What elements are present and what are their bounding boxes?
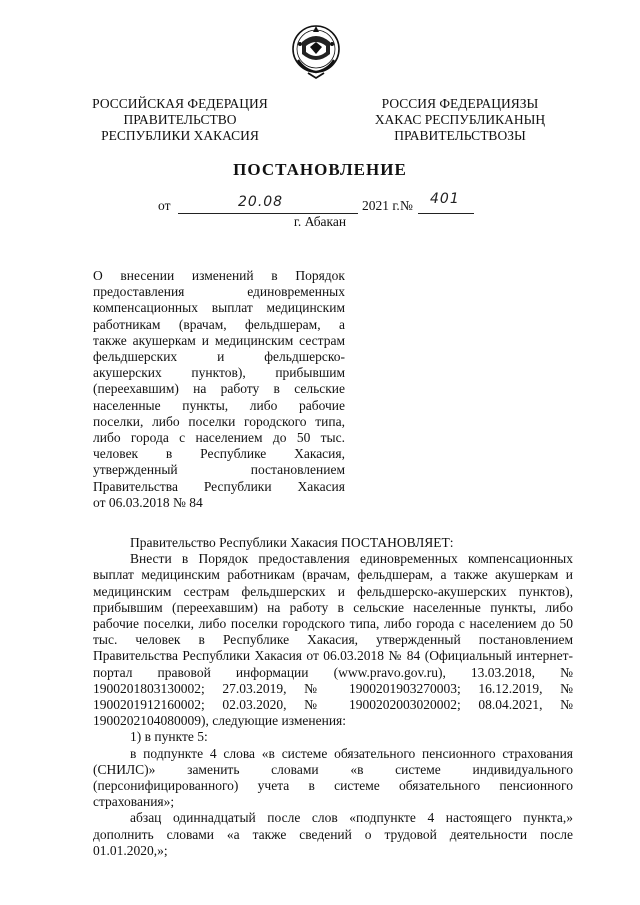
header-right-line: РОССИЯ ФЕДЕРАЦИЯЗЫ [381, 96, 539, 111]
subject-line: либо города с населением до 50 тыс. [93, 430, 345, 446]
subject-line: населенные пункты, либо рабочие [93, 397, 345, 413]
header-right-line: ПРАВИТЕЛЬСТВОЗЫ [394, 128, 526, 143]
subject-line: предоставления единовременных [93, 284, 345, 300]
header-left-line: РЕСПУБЛИКИ ХАКАСИЯ [101, 128, 259, 143]
subject-line: также акушеркам и медицинским сестрам [93, 332, 345, 348]
subject-line: человек в Республике Хакасия, [93, 446, 345, 462]
subitem-4-paragraph: в подпункте 4 слова «в системе обязательного пенсионного страхования (СНИЛС)» заменить словами «в системе индивидуального (персонифицированного) учета в системе обязательного пенсионного страхования»; [93, 745, 573, 810]
subject-block [93, 268, 345, 511]
header-right-block [360, 96, 560, 144]
number-label: № [400, 198, 413, 213]
coat-of-arms-icon [288, 20, 344, 82]
main-paragraph: Внести в Порядок предоставления единовременных компенсационных выплат медицинским работникам (врачам, фельдшерам, а также акушеркам и медицинским сестрам фельдшерских и фельдшерско-акушерских пунктов), прибывшим (переехавшим) на работу в сельские населенные пункты, либо рабочие поселки, либо поселки городского типа, либо города с населением до 50 тыс. человек в Республике Хакасия, утвержденный постановлением Правительства Республики Хакасия от 06.03.2018 № 84 (Официальный интернет-портал правовой информации (www.pravo.gov.ru), 13.03.2018, № 1900201803130002; 27.03.2019, № 1900201903270003; 16.12.2019, № 1900201912160002; 02.03.2020, № 1900202003020002; 08.04.2021, № 1900202104080009), следующие изменения: [93, 551, 573, 729]
preamble-paragraph: Правительство Республики Хакасия ПОСТАНОВЛЯЕТ: [130, 535, 454, 550]
year-label: 2021 г. [362, 198, 400, 213]
header-left-line: РОССИЙСКАЯ ФЕДЕРАЦИЯ [92, 96, 268, 111]
subject-line: (переехавшим) на работу в сельские [93, 381, 345, 397]
paragraph-eleven: абзац одиннадцатый после слов «подпункте 4 настоящего пункта,» дополнить словами «а также сведений о трудовой деятельности после 01.01.2020,»; [93, 810, 573, 858]
subject-line: акушерских пунктов), прибывшим [93, 365, 345, 381]
handwritten-number: 401 [430, 191, 460, 207]
subject-line: О внесении изменений в Порядок [93, 268, 345, 283]
subject-line: работникам (врачам, фельдшерам, а [93, 316, 345, 332]
city: г. Абакан [293, 214, 347, 229]
item-1-paragraph: 1) в пункте 5: [130, 729, 208, 745]
subject-line: фельдшерских и фельдшерско- [93, 349, 345, 365]
subject-line: утвержденный постановлением [93, 462, 345, 478]
handwritten-date: 20.08 [238, 194, 284, 210]
document-title: ПОСТАНОВЛЕНИЕ [233, 160, 407, 179]
header-left-block [80, 96, 280, 144]
subject-line: поселки, либо поселки городского типа, [93, 413, 345, 429]
date-number-row [0, 191, 640, 216]
subject-line: компенсационных выплат медицинским [93, 300, 345, 316]
from-label: от [158, 198, 171, 213]
subject-line: Правительства Республики Хакасия [93, 478, 345, 494]
header-left-line: ПРАВИТЕЛЬСТВО [123, 112, 237, 127]
document-body [93, 535, 573, 859]
subject-line: от 06.03.2018 № 84 [93, 494, 203, 510]
header-right-line: ХАКАС РЕСПУБЛИКАНЫҢ [374, 112, 546, 127]
